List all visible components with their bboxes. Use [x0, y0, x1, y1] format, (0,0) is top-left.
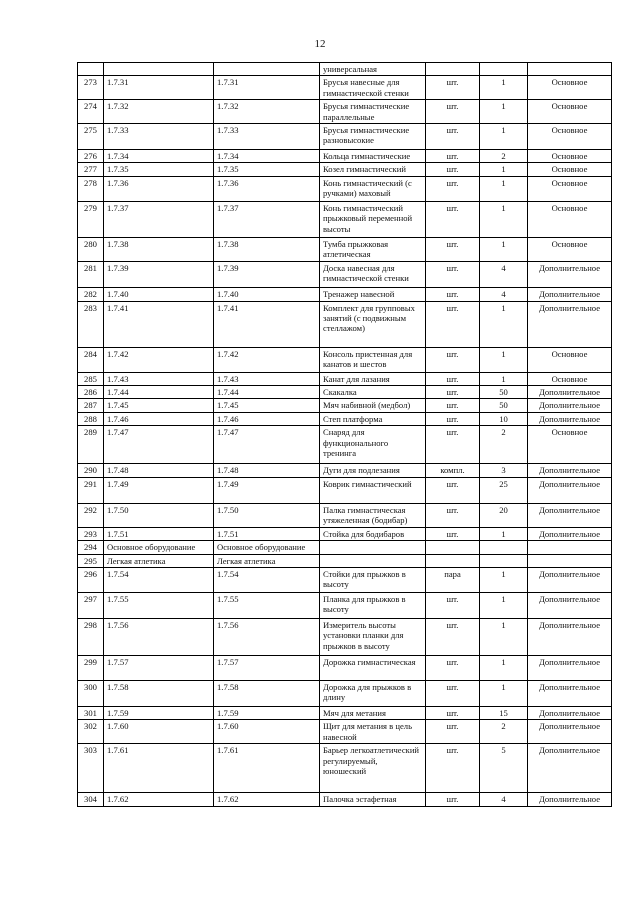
row-number-cell: 278 [78, 176, 104, 201]
quantity-cell: 25 [480, 477, 528, 503]
unit-cell: шт. [426, 426, 480, 464]
code-alt-cell: 1.7.58 [214, 680, 320, 706]
item-name-cell: Стойка для бодибаров [320, 527, 426, 540]
row-number-cell: 301 [78, 706, 104, 719]
row-number-cell: 298 [78, 618, 104, 655]
row-number-cell: 289 [78, 426, 104, 464]
table-row [78, 386, 612, 399]
equipment-type-cell: Основное [528, 426, 612, 464]
unit-cell: шт. [426, 706, 480, 719]
item-name-cell: Комплект для групповых занятий (с подвижным стеллажом) [320, 301, 426, 347]
quantity-cell: 1 [480, 176, 528, 201]
equipment-type-cell [528, 554, 612, 567]
equipment-type-cell: Основное [528, 176, 612, 201]
unit-cell: шт. [426, 163, 480, 176]
equipment-type-cell: Дополнительное [528, 793, 612, 806]
row-number-cell: 282 [78, 287, 104, 301]
code-cell: 1.7.54 [104, 567, 214, 592]
code-cell: 1.7.50 [104, 503, 214, 527]
item-name-cell: Кольца гимнастические [320, 150, 426, 163]
unit-cell: шт. [426, 477, 480, 503]
row-number-cell: 281 [78, 261, 104, 287]
row-number-cell: 279 [78, 201, 104, 237]
quantity-cell: 1 [480, 201, 528, 237]
code-alt-cell: 1.7.61 [214, 744, 320, 793]
unit-cell: шт. [426, 680, 480, 706]
item-name-cell: Скакалка [320, 386, 426, 399]
code-alt-cell: 1.7.32 [214, 100, 320, 124]
quantity-cell: 4 [480, 287, 528, 301]
equipment-type-cell: Основное [528, 237, 612, 261]
quantity-cell: 4 [480, 793, 528, 806]
code-cell: 1.7.47 [104, 426, 214, 464]
quantity-cell: 1 [480, 163, 528, 176]
row-number-cell: 294 [78, 541, 104, 554]
quantity-cell: 1 [480, 347, 528, 372]
code-cell: 1.7.44 [104, 386, 214, 399]
unit-cell: компл. [426, 464, 480, 477]
unit-cell: шт. [426, 527, 480, 540]
equipment-type-cell: Основное [528, 124, 612, 150]
code-cell: Основное оборудование [104, 541, 214, 554]
code-alt-cell: 1.7.41 [214, 301, 320, 347]
code-cell: 1.7.57 [104, 655, 214, 680]
unit-cell: шт. [426, 287, 480, 301]
item-name-cell: Доска навесная для гимнастической стенки [320, 261, 426, 287]
item-name-cell: Палочка эстафетная [320, 793, 426, 806]
code-cell: 1.7.61 [104, 744, 214, 793]
table-row [78, 592, 612, 618]
item-name-cell: Измеритель высоты установки планки для прыжков в высоту [320, 618, 426, 655]
row-number-cell: 288 [78, 412, 104, 425]
item-name-cell: Конь гимнастический (с ручками) маховый [320, 176, 426, 201]
code-cell: 1.7.43 [104, 372, 214, 385]
equipment-type-cell: Основное [528, 163, 612, 176]
item-name-cell: Дорожка для прыжков в длину [320, 680, 426, 706]
row-number-cell: 304 [78, 793, 104, 806]
unit-cell: шт. [426, 655, 480, 680]
code-alt-cell: 1.7.59 [214, 706, 320, 719]
table-row [78, 76, 612, 100]
unit-cell: шт. [426, 399, 480, 412]
equipment-type-cell: Дополнительное [528, 567, 612, 592]
equipment-type-cell: Дополнительное [528, 592, 612, 618]
code-cell: 1.7.35 [104, 163, 214, 176]
code-cell: 1.7.59 [104, 706, 214, 719]
item-name-cell: Щит для метания в цель навесной [320, 720, 426, 744]
item-name-cell: Брусья гимнастические параллельные [320, 100, 426, 124]
table-row [78, 720, 612, 744]
quantity-cell: 1 [480, 655, 528, 680]
unit-cell: шт. [426, 793, 480, 806]
item-name-cell: Дуги для подлезания [320, 464, 426, 477]
code-cell: 1.7.39 [104, 261, 214, 287]
code-alt-cell: 1.7.36 [214, 176, 320, 201]
code-alt-cell: 1.7.38 [214, 237, 320, 261]
row-number-cell: 276 [78, 150, 104, 163]
table-body [78, 63, 612, 807]
equipment-type-cell: Дополнительное [528, 301, 612, 347]
quantity-cell: 1 [480, 527, 528, 540]
code-alt-cell: 1.7.45 [214, 399, 320, 412]
code-cell: 1.7.31 [104, 76, 214, 100]
equipment-type-cell: Основное [528, 150, 612, 163]
table-row [78, 237, 612, 261]
code-alt-cell: 1.7.60 [214, 720, 320, 744]
row-number-cell: 286 [78, 386, 104, 399]
equipment-type-cell [528, 541, 612, 554]
quantity-cell: 2 [480, 426, 528, 464]
item-name-cell: Стойки для прыжков в высоту [320, 567, 426, 592]
code-cell: 1.7.33 [104, 124, 214, 150]
row-number-cell: 291 [78, 477, 104, 503]
equipment-type-cell: Основное [528, 201, 612, 237]
item-name-cell: Тренажер навесной [320, 287, 426, 301]
table-row [78, 399, 612, 412]
quantity-cell [480, 541, 528, 554]
equipment-type-cell: Дополнительное [528, 477, 612, 503]
unit-cell: шт. [426, 592, 480, 618]
code-alt-cell: 1.7.50 [214, 503, 320, 527]
item-name-cell: Барьер легкоатлетический регулируемый, юношеский [320, 744, 426, 793]
table-row [78, 150, 612, 163]
quantity-cell: 1 [480, 372, 528, 385]
code-alt-cell: 1.7.37 [214, 201, 320, 237]
row-number-cell: 297 [78, 592, 104, 618]
item-name-cell: Палка гимнастическая утяжеленная (бодибар) [320, 503, 426, 527]
code-cell: 1.7.62 [104, 793, 214, 806]
code-alt-cell: 1.7.51 [214, 527, 320, 540]
row-number-cell: 284 [78, 347, 104, 372]
equipment-type-cell [528, 63, 612, 76]
item-name-cell: Дорожка гимнастическая [320, 655, 426, 680]
row-number-cell: 302 [78, 720, 104, 744]
quantity-cell: 50 [480, 386, 528, 399]
unit-cell: шт. [426, 618, 480, 655]
quantity-cell: 4 [480, 261, 528, 287]
row-number-cell: 277 [78, 163, 104, 176]
item-name-cell: Конь гимнастический прыжковый переменной высоты [320, 201, 426, 237]
equipment-type-cell: Дополнительное [528, 527, 612, 540]
row-number-cell: 283 [78, 301, 104, 347]
code-alt-cell: Легкая атлетика [214, 554, 320, 567]
quantity-cell: 5 [480, 744, 528, 793]
code-cell: 1.7.46 [104, 412, 214, 425]
equipment-type-cell: Дополнительное [528, 399, 612, 412]
code-alt-cell: 1.7.42 [214, 347, 320, 372]
table-row [78, 706, 612, 719]
code-cell: 1.7.60 [104, 720, 214, 744]
row-number-cell: 285 [78, 372, 104, 385]
row-number-cell: 274 [78, 100, 104, 124]
code-alt-cell: 1.7.56 [214, 618, 320, 655]
unit-cell [426, 63, 480, 76]
code-alt-cell: 1.7.44 [214, 386, 320, 399]
table-row [78, 124, 612, 150]
item-name-cell: Мяч для метания [320, 706, 426, 719]
row-number-cell: 292 [78, 503, 104, 527]
code-alt-cell: 1.7.49 [214, 477, 320, 503]
code-cell: 1.7.58 [104, 680, 214, 706]
unit-cell: шт. [426, 301, 480, 347]
table-row [78, 426, 612, 464]
table-row [78, 163, 612, 176]
table-row [78, 554, 612, 567]
unit-cell: шт. [426, 237, 480, 261]
quantity-cell [480, 554, 528, 567]
table-row [78, 477, 612, 503]
equipment-type-cell: Дополнительное [528, 655, 612, 680]
quantity-cell: 1 [480, 592, 528, 618]
quantity-cell: 1 [480, 301, 528, 347]
quantity-cell: 15 [480, 706, 528, 719]
code-alt-cell: 1.7.48 [214, 464, 320, 477]
table-row [78, 63, 612, 76]
row-number-cell: 296 [78, 567, 104, 592]
unit-cell [426, 554, 480, 567]
table-row [78, 176, 612, 201]
table-row [78, 201, 612, 237]
equipment-type-cell: Дополнительное [528, 744, 612, 793]
table-row [78, 527, 612, 540]
table-row [78, 655, 612, 680]
unit-cell: пара [426, 567, 480, 592]
code-cell: 1.7.42 [104, 347, 214, 372]
code-cell: 1.7.34 [104, 150, 214, 163]
equipment-table [77, 62, 612, 807]
equipment-type-cell: Дополнительное [528, 720, 612, 744]
row-number-cell: 300 [78, 680, 104, 706]
code-alt-cell: Основное оборудование [214, 541, 320, 554]
item-name-cell: Снаряд для функционального тренинга [320, 426, 426, 464]
unit-cell: шт. [426, 720, 480, 744]
code-cell: 1.7.48 [104, 464, 214, 477]
code-cell: 1.7.49 [104, 477, 214, 503]
quantity-cell: 3 [480, 464, 528, 477]
table-row [78, 100, 612, 124]
table-row [78, 347, 612, 372]
equipment-type-cell: Основное [528, 76, 612, 100]
row-number-cell: 287 [78, 399, 104, 412]
equipment-type-cell: Дополнительное [528, 412, 612, 425]
code-alt-cell: 1.7.47 [214, 426, 320, 464]
table-row [78, 412, 612, 425]
code-cell: 1.7.51 [104, 527, 214, 540]
table-row [78, 287, 612, 301]
equipment-type-cell: Основное [528, 100, 612, 124]
quantity-cell: 1 [480, 237, 528, 261]
unit-cell: шт. [426, 124, 480, 150]
item-name-cell: Степ платформа [320, 412, 426, 425]
table-row [78, 618, 612, 655]
table-row [78, 261, 612, 287]
table-row [78, 793, 612, 806]
code-alt-cell: 1.7.39 [214, 261, 320, 287]
table-row [78, 301, 612, 347]
quantity-cell: 1 [480, 618, 528, 655]
code-cell: 1.7.36 [104, 176, 214, 201]
unit-cell: шт. [426, 100, 480, 124]
item-name-cell: Козел гимнастический [320, 163, 426, 176]
quantity-cell: 10 [480, 412, 528, 425]
item-name-cell [320, 541, 426, 554]
unit-cell: шт. [426, 744, 480, 793]
equipment-type-cell: Дополнительное [528, 386, 612, 399]
unit-cell: шт. [426, 150, 480, 163]
code-cell: 1.7.38 [104, 237, 214, 261]
row-number-cell: 303 [78, 744, 104, 793]
code-alt-cell: 1.7.33 [214, 124, 320, 150]
item-name-cell: Брусья гимнастические разновысокие [320, 124, 426, 150]
row-number-cell: 275 [78, 124, 104, 150]
code-alt-cell: 1.7.43 [214, 372, 320, 385]
code-alt-cell: 1.7.62 [214, 793, 320, 806]
unit-cell [426, 541, 480, 554]
code-cell [104, 63, 214, 76]
table-row [78, 372, 612, 385]
equipment-type-cell: Дополнительное [528, 680, 612, 706]
equipment-type-cell: Дополнительное [528, 287, 612, 301]
unit-cell: шт. [426, 386, 480, 399]
code-alt-cell: 1.7.40 [214, 287, 320, 301]
quantity-cell: 1 [480, 76, 528, 100]
code-alt-cell: 1.7.46 [214, 412, 320, 425]
equipment-type-cell: Основное [528, 372, 612, 385]
unit-cell: шт. [426, 372, 480, 385]
quantity-cell: 1 [480, 567, 528, 592]
code-alt-cell: 1.7.31 [214, 76, 320, 100]
quantity-cell: 1 [480, 680, 528, 706]
quantity-cell: 2 [480, 150, 528, 163]
row-number-cell: 273 [78, 76, 104, 100]
row-number-cell: 299 [78, 655, 104, 680]
quantity-cell [480, 63, 528, 76]
unit-cell: шт. [426, 201, 480, 237]
quantity-cell: 1 [480, 124, 528, 150]
code-cell: 1.7.56 [104, 618, 214, 655]
item-name-cell: Коврик гимнастический [320, 477, 426, 503]
row-number-cell: 290 [78, 464, 104, 477]
unit-cell: шт. [426, 347, 480, 372]
equipment-type-cell: Дополнительное [528, 464, 612, 477]
equipment-type-cell: Основное [528, 347, 612, 372]
item-name-cell: Тумба прыжковая атлетическая [320, 237, 426, 261]
code-cell: 1.7.37 [104, 201, 214, 237]
code-alt-cell: 1.7.57 [214, 655, 320, 680]
quantity-cell: 2 [480, 720, 528, 744]
item-name-cell: Брусья навесные для гимнастической стенки [320, 76, 426, 100]
item-name-cell: Консоль пристенная для канатов и шестов [320, 347, 426, 372]
quantity-cell: 50 [480, 399, 528, 412]
table-row [78, 464, 612, 477]
row-number-cell: 280 [78, 237, 104, 261]
equipment-type-cell: Дополнительное [528, 706, 612, 719]
item-name-cell: универсальная [320, 63, 426, 76]
code-cell: 1.7.41 [104, 301, 214, 347]
unit-cell: шт. [426, 76, 480, 100]
page-number: 12 [314, 38, 326, 50]
table-row [78, 680, 612, 706]
code-cell: 1.7.45 [104, 399, 214, 412]
code-cell: 1.7.32 [104, 100, 214, 124]
code-cell: Легкая атлетика [104, 554, 214, 567]
code-cell: 1.7.40 [104, 287, 214, 301]
code-cell: 1.7.55 [104, 592, 214, 618]
table-row [78, 541, 612, 554]
table-row [78, 567, 612, 592]
code-alt-cell: 1.7.34 [214, 150, 320, 163]
item-name-cell: Планка для прыжков в высоту [320, 592, 426, 618]
quantity-cell: 1 [480, 100, 528, 124]
row-number-cell: 295 [78, 554, 104, 567]
item-name-cell: Канат для лазания [320, 372, 426, 385]
code-alt-cell: 1.7.55 [214, 592, 320, 618]
code-alt-cell [214, 63, 320, 76]
unit-cell: шт. [426, 503, 480, 527]
quantity-cell: 20 [480, 503, 528, 527]
code-alt-cell: 1.7.54 [214, 567, 320, 592]
unit-cell: шт. [426, 261, 480, 287]
item-name-cell [320, 554, 426, 567]
equipment-type-cell: Дополнительное [528, 618, 612, 655]
equipment-type-cell: Дополнительное [528, 261, 612, 287]
table-row [78, 503, 612, 527]
row-number-cell: 293 [78, 527, 104, 540]
row-number-cell [78, 63, 104, 76]
code-alt-cell: 1.7.35 [214, 163, 320, 176]
table-row [78, 744, 612, 793]
unit-cell: шт. [426, 412, 480, 425]
item-name-cell: Мяч набивной (медбол) [320, 399, 426, 412]
unit-cell: шт. [426, 176, 480, 201]
equipment-type-cell: Дополнительное [528, 503, 612, 527]
